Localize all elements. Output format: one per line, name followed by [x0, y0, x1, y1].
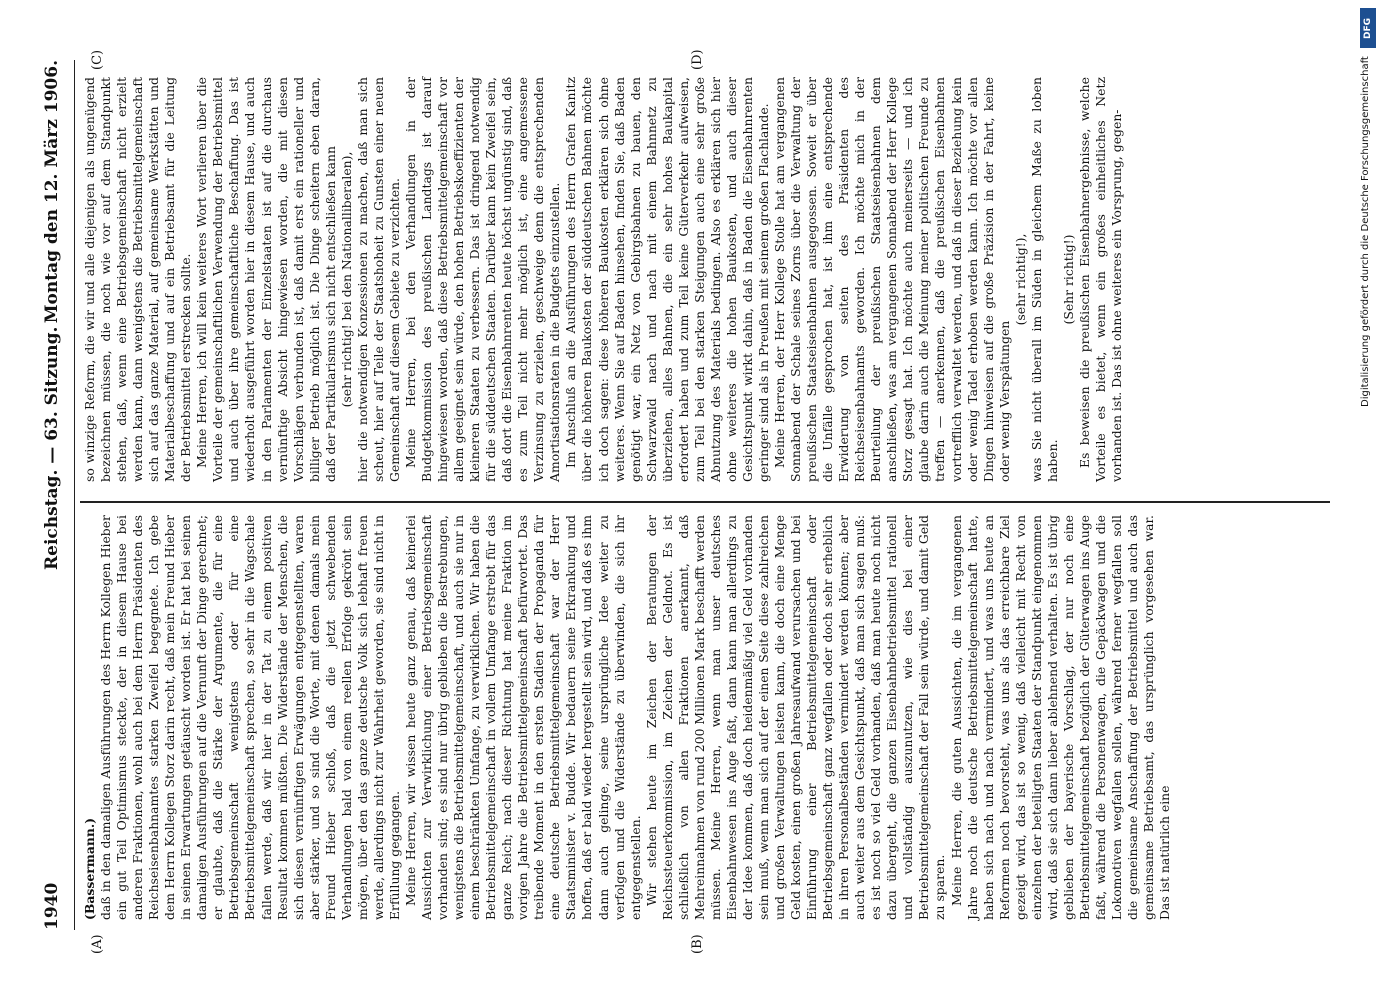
paragraph: Es beweisen die preußischen Eisenbahnergebnisse, welche Vorteile es bietet, wenn ein großes einheitliches Netz vorhanden ist. Das ist ohne weiteres ein Vorsprung, gegen- — [1076, 77, 1124, 482]
paragraph: was Sie nicht überall im Süden in gleichem Maße zu loben haben. — [1028, 77, 1060, 482]
paragraph: Meine Herren, bei den Verhandlungen in der Budgetkommission des preußischen Landtags ist darauf hingewiesen worden, daß diese Betriebsmittelgemeinschaft vor allem geeignet sein würde, den hohen Betriebskoeffizienten der kleineren Staaten zu verbessern. Das ist dringend notwendig für die süddeutschen Staaten. Darüber kann kein Zweifel sein, daß dort die Eisenbahnrenten heute höchst ungünstig sind, daß es zum Teil nicht mehr möglich ist, eine angemessene Verzinsung zu erzielen, geschweige denn die entsprechenden Amortisationsraten in die Budgets einzustellen. — [402, 77, 563, 482]
page-number: 1940 — [42, 882, 62, 930]
paragraph: Meine Herren, ich will kein weiteres Wort verlieren über die Vorteile der gemeinschaftlichen Verwendung der Betriebsmittel und auch über ihre gemeinschaftliche Beschaffung. Das ist wiederholt ausgeführt worden hier in diesem Hause, und auch in den Parlamenten der Einzelstaaten ist auf die durchaus vernünftige Absicht hingewiesen worden, die mit diesen Vorschlägen verbunden ist, daß damit erst ein rationeller und billiger Betrieb möglich ist. Die Dinge scheitern eben daran, daß der Partikularismus sich nicht entschließen kann — [194, 77, 338, 482]
paragraph: Wir stehen heute im Zeichen der Beratungen der Reichssteuerkommission, im Zeichen der Geldnot. Es ist schließlich von allen Fraktionen anerkannt, daß Mehreinnahmen von rund 200 Millionen Mark beschafft werden müssen. Meine Herren, wenn man unser deutsches Eisenbahnwesen ins Auge faßt, dann kann man allerdings zu der Idee kommen, daß doch heidenmäßig viel Geld vorhanden sein muß, wenn man sich auf der einen Seite diese zahlreichen und großen Verwaltungen leisten kann, die doch eine Menge Geld kosten, einen großen Jahresaufwand verursachen und bei Einführung einer Betriebsmittelgemeinschaft oder Betriebsgemeinschaft ganz wegfallen oder doch sehr erheblich in ihren Personalbeständen vermindert werden können; aber auch weiter aus dem Gesichtspunkt, daß man sich sagen muß: es ist noch so viel Geld vorhanden, daß man heute noch nicht dazu übergeht, die ganzen Eisenbahnbetriebsmittel rationell und vollständig auszunutzen, wie dies bei einer Betriebsmittelgemeinschaft der Fall sein würde, und damit Geld zu sparen. — [643, 515, 948, 920]
header-rule — [74, 60, 75, 930]
margin-letter-d: (D) — [690, 49, 705, 70]
interjection: (sehr richtig!), — [1012, 233, 1028, 326]
interjection: (sehr richtig! bei den Nationalliberalen), — [338, 151, 354, 408]
column-divider — [80, 501, 1330, 503]
paragraph: Meine Herren, der Herr Kollege Stolle hat am vergangenen Sonnabend der Schale seines Zorns über die Verwaltung der preußischen Staatseisenbahnen ausgegossen. Soweit er über die Unfälle gesprochen hat, ist ihm eine entsprechende Erwiderung von seiten des Präsidenten des Reichseisenbahnamts geworden. Ich möchte mich in der Beurteilung der preußischen Staatseisenbahnen dem anschließen, was am vergangenen Sonnabend der Herr Kollege Storz gesagt hat. Ich möchte auch meinerseits — und ich glaube darin auch die Meinung meiner politischen Freunde zu treffen — anerkennen, daß die preußischen Eisenbahnen vortrefflich verwaltet werden, und daß in dieser Beziehung kein oder wenig Tadel erhoben werden kann. Ich möchte vor allen Dingen hinweisen auf die große Präzision in der Fahrt, keine oder wenig Verspätungen — [772, 77, 1012, 482]
margin-letter-c: (C) — [90, 49, 105, 70]
left-column — [82, 515, 1173, 920]
paragraph: hier die notwendigen Konzessionen zu machen, daß man sich scheut, hier auf Teile der Staatshoheit zu Gunsten einer neuen Gemeinschaft auf diesem Gebiete zu verzichten. — [354, 77, 402, 482]
dfg-credit-text: Digitalisierung gefördert durch die Deutsche Forschungsgemeinschaft — [1360, 56, 1371, 407]
paragraph: Meine Herren, die guten Aussichten, die im vergangenen Jahre noch die deutsche Betriebsmittelgemeinschaft hatte, haben sich nach und nach vermindert, und was uns heute an Reformen noch bevorsteht, was uns als das erreichbare Ziel gezeigt wird, das ist so wenig, daß vielleicht mit Recht von einzelnen der beteiligten Staaten der Standpunkt eingenommen wird, daß sie sich dann lieber ablehnend verhalten. Es ist übrig geblieben der bayerische Vorschlag, der nur noch eine Betriebsmittelgemeinschaft bezüglich der Güterwagen ins Auge faßt, während die Personenwagen, die Gepäckwagen und die Lokomotiven wegfallen sollen, während ferner wegfallen soll die gemeinsame Anschaffung der Betriebsmittel und auch das gemeinsame Betriebsamt, das ursprünglich vorgesehen war. Das ist natürlich eine — [948, 515, 1173, 920]
page-header — [40, 60, 70, 930]
speaker-name: (Bassermann.) — [82, 817, 97, 920]
paragraph: Meine Herren, wir wissen heute ganz genau, daß keinerlei Aussichten zur Verwirklichung einer Betriebsgemeinschaft vorhanden sind; es sind nur übrig geblieben die Bestrebungen, wenigstens die Betriebsmittelgemeinschaft, und auch sie nur in einem beschränkten Umfange, zu verwirklichen. Wir haben die Betriebsmittelgemeinschaft in vollem Umfange erstrebt für das ganze Reich; nach dieser Richtung hat meine Fraktion im vorigen Jahre die Betriebsmittelgemeinschaft befürwortet. Das treibende Moment in den ersten Stadien der Propaganda für eine deutsche Betriebsmittelgemeinschaft war der Herr Staatsminister v. Budde. Wir bedauern seine Erkrankung und hoffen, daß er bald wieder hergestellt sein wird, und daß es ihm dann auch gelinge, seine ursprüngliche Idee weiter zu verfolgen und die Widerstände zu überwinden, die sich ihr entgegenstellen. — [402, 515, 643, 920]
margin-letter-a: (A) — [90, 934, 105, 954]
session-date: Montag den 12. März 1906. — [42, 60, 62, 324]
dfg-logo: DFG — [1360, 8, 1376, 48]
dfg-sidebar — [1359, 6, 1377, 996]
margin-letter-b: (B) — [690, 934, 705, 954]
right-column — [82, 77, 1125, 482]
paragraph: daß in den damaligen Ausführungen des Herrn Kollegen Hieber ein gut Teil Optimismus steckte, der in diesem Hause bei anderen Fraktionen, wohl auch bei dem Herrn Präsidenten des Reichseisenbahnamtes starken Zweifel begegnete. Ich gebe dem Herrn Kollegen Storz darin recht, daß mein Freund Hieber in seinen Erwartungen getäuscht worden ist. Er hat bei seinen damaligen Ausführungen auf die Vernunft der Dinge gerechnet; er glaubte, daß die Stärke der Argumente, die für eine Betriebsgemeinschaft wenigstens oder für eine Betriebsmittelgemeinschaft sprechen, so sehr in die Wagschale fallen werde, daß wir hier in der Tat zu einem positiven Resultat kommen müßten. Die Widerstände der Menschen, die sich diesen vernünftigen Erwägungen entgegenstellten, waren aber stärker, und so sind die Worte, mit denen damals mein Freund Hieber schloß, daß die jetzt schwebenden Verhandlungen bald von einem reellen Erfolge gekrönt sein mögen, über den das ganze deutsche Volk sich lebhaft freuen werde, allerdings nicht zur Wahrheit geworden, sie sind nicht in Erfüllung gegangen. — [98, 515, 402, 920]
paragraph: Im Anschluß an die Ausführungen des Herrn Grafen Kanitz über die höheren Baukosten der süddeutschen Bahnen möchte ich doch sagen: diese höheren Baukosten erklären sich ohne weiteres. Wenn Sie auf Baden hinsehen, finden Sie, daß Baden genötigt war, ein Netz von Gebirgsbahnen zu bauen, den Schwarzwald nach und nach mit einem Bahnnetz zu überziehen, alles Bahnen, die ein sehr hohes Baukapital erfordert haben und zum Teil keine Güterverkehr aufweisen, zum Teil bei den starken Steigungen auch eine sehr große Abnutzung des Materials bedingen. Also es erklären sich hier ohne weiteres die hohen Baukosten, und auch dieser Gesichtspunkt wirkt dahin, daß in Baden die Eisenbahnrenten geringer sind als in Preußen mit seinem großen Flachlande. — [563, 77, 771, 482]
session-title: Reichstag. — 63. Sitzung. — [42, 326, 62, 570]
interjection: (Sehr richtig!) — [1060, 234, 1076, 325]
paragraph: so winzige Reform, die wir und alle diejenigen als ungenügend bezeichnen müssen, die noch wie vor auf dem Standpunkt stehen, daß, wenn eine Betriebsgemeinschaft nicht erzielt werden kann, dann wenigstens die Betriebsmittelgemeinschaft sich auf das ganze Material, auf gemeinsame Werkstätten und Materialbeschaffung und auf ein Betriebsamt für die Leitung der Betriebsmittel erstrecken sollte. — [82, 77, 194, 482]
